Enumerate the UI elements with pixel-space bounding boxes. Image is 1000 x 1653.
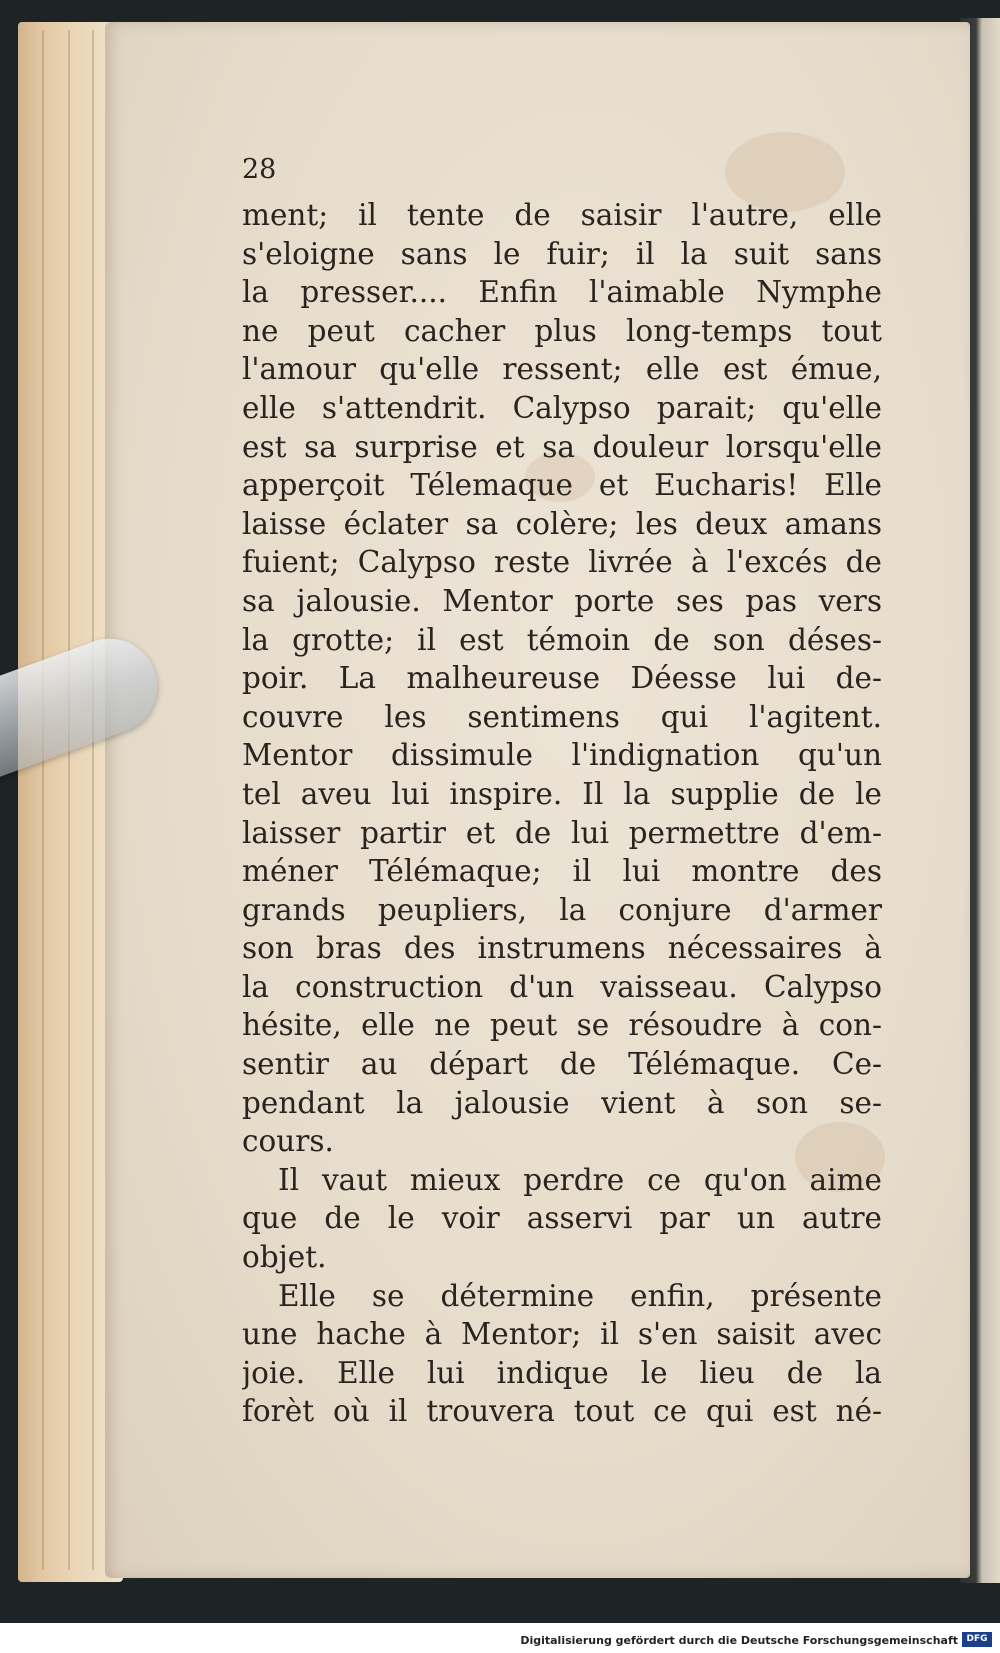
quote-line: objet. bbox=[242, 1240, 327, 1275]
text-line: laisser partir et de lui permettre d'em- bbox=[242, 815, 882, 850]
text-line: s'eloigne sans le fuir; il la suit sans bbox=[242, 236, 882, 271]
text-line: cours. bbox=[242, 1124, 334, 1159]
text-line: forèt où il trouvera tout ce qui est né- bbox=[242, 1394, 882, 1429]
text-line: couvre les sentimens qui l'agitent. bbox=[242, 699, 882, 734]
quote-line: que de le voir asservi par un autre bbox=[242, 1201, 882, 1236]
text-line: apperçoit Télemaque et Eucharis! Elle bbox=[242, 468, 882, 503]
page-number: 28 bbox=[242, 154, 277, 185]
page-edge-line bbox=[68, 30, 70, 1570]
page-edge-line bbox=[42, 30, 44, 1570]
text-line: méner Télémaque; il lui montre des bbox=[242, 854, 882, 889]
text-line: hésite, elle ne peut se résoudre à con- bbox=[242, 1008, 882, 1043]
text-line: ment; il tente de saisir l'autre, elle bbox=[242, 198, 882, 232]
text-line: tel aveu lui inspire. Il la supplie de le bbox=[242, 776, 882, 811]
page-text bbox=[242, 150, 882, 1431]
text-line: la construction d'un vaisseau. Calypso bbox=[242, 969, 882, 1004]
text-line: elle s'attendrit. Calypso parait; qu'elle bbox=[242, 390, 882, 425]
text-line: fuient; Calypso reste livrée à l'excés de bbox=[242, 545, 882, 580]
text-line: la grotte; il est témoin de son déses- bbox=[242, 622, 882, 657]
text-line: est sa surprise et sa douleur lorsqu'elle bbox=[242, 429, 882, 464]
page-edge-line bbox=[92, 30, 94, 1570]
text-line: son bras des instrumens nécessaires à bbox=[242, 931, 882, 966]
text-line: ne peut cacher plus long-temps tout bbox=[242, 313, 882, 348]
footer-bar bbox=[0, 1623, 1000, 1653]
text-line: joie. Elle lui indique le lieu de la bbox=[242, 1355, 882, 1390]
text-line: laisse éclater sa colère; les deux amans bbox=[242, 506, 882, 541]
footer-credit: Digitalisierung gefördert durch die Deutsche Forschungsgemeinschaft bbox=[520, 1634, 958, 1647]
dfg-logo: DFG bbox=[962, 1632, 992, 1647]
text-line: l'amour qu'elle ressent; elle est émue, bbox=[242, 352, 882, 387]
text-line: la presser.... Enfin l'aimable Nymphe bbox=[242, 275, 882, 310]
text-line: sentir au départ de Télémaque. Ce- bbox=[242, 1047, 882, 1082]
text-line: Mentor dissimule l'indignation qu'un bbox=[242, 738, 882, 773]
text-line: grands peupliers, la conjure d'armer bbox=[242, 892, 882, 927]
text-line: poir. La malheureuse Déesse lui de- bbox=[242, 661, 882, 696]
text-line: Elle se détermine enfin, présente bbox=[278, 1278, 882, 1313]
quote-line: Il vaut mieux perdre ce qu'on aime bbox=[278, 1162, 882, 1197]
text-line: une hache à Mentor; il s'en saisit avec bbox=[242, 1317, 882, 1352]
text-line: pendant la jalousie vient à son se- bbox=[242, 1085, 882, 1120]
text-line: sa jalousie. Mentor porte ses pas vers bbox=[242, 583, 882, 618]
